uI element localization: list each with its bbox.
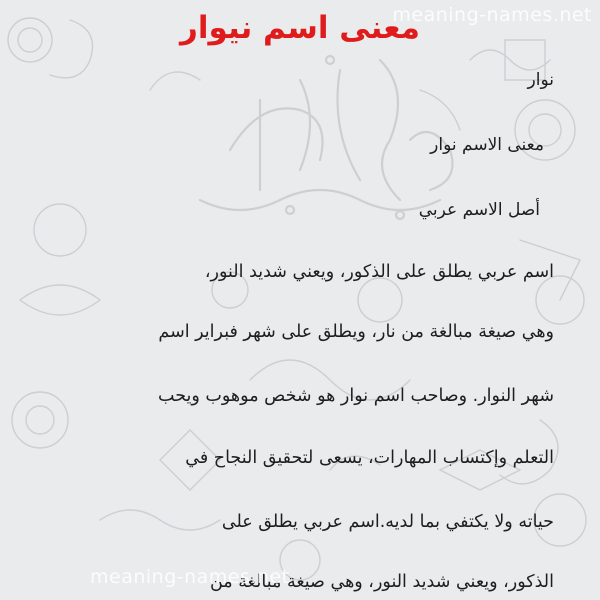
body-line-5: حياته ولا يكتفي بما لديه.اسم عربي يطلق على	[221, 512, 554, 532]
site-watermark-bottom: meaning-names.net	[90, 566, 290, 588]
body-line-4: التعلم وإكتساب المهارات، يسعى لتحقيق النجاح في	[185, 448, 554, 468]
meaning-heading: معنى الاسم نوار	[430, 135, 544, 155]
site-watermark: meaning-names.net	[392, 4, 592, 26]
name-label: نوار	[527, 70, 554, 90]
body-line-2: وهي صيغة مبالغة من نار، ويطلق على شهر فبراير اسم	[158, 322, 554, 342]
page-title: معنى اسم نيوار	[180, 10, 420, 46]
body-line-6: الذكور، ويعني شديد النور، وهي صيغة مبالغة من	[209, 572, 554, 592]
body-line-1: اسم عربي يطلق على الذكور، ويعني شديد النور،	[204, 262, 554, 282]
body-line-3: شهر النوار. وصاحب اسم نوار هو شخص موهوب ويحب	[158, 386, 554, 406]
origin-label: أصل الاسم عربي	[418, 200, 540, 220]
